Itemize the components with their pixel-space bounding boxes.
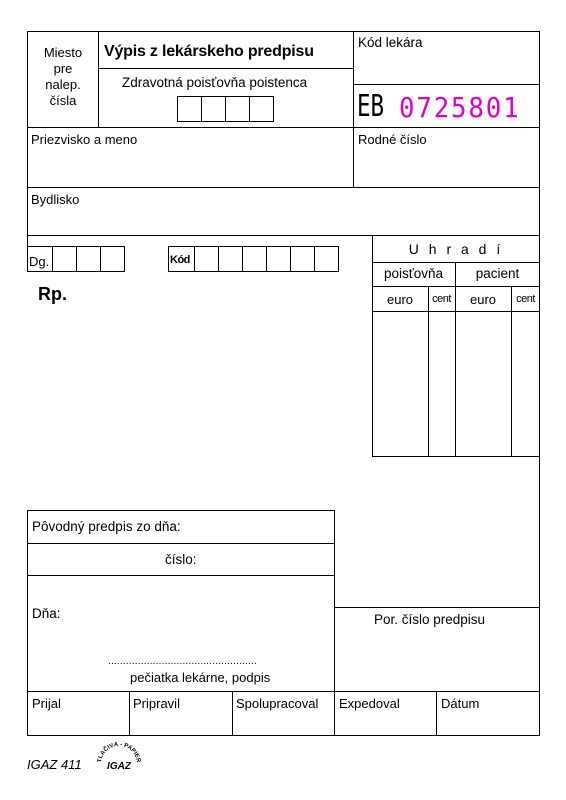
doctor-code-label: Kód lekára [358,35,423,50]
sticker-place-label: Miesto pre nalep. čísla [43,45,83,108]
form-code: IGAZ 411 [27,757,82,772]
insurer-column-header: poisťovňa [383,266,444,281]
logo-main-text: IGAZ [107,761,131,772]
drug-code-label: Kód [170,254,190,266]
prepared-by-label: Pripravil [133,696,180,711]
insurance-code-cell[interactable] [225,96,250,122]
payment-header: U h r a d í [408,241,504,257]
date-label: Dátum [441,696,480,711]
cooperated-label: Spolupracoval [236,696,319,711]
form-title: Výpis z lekárskeho predpisu [104,43,314,60]
address-section [27,187,540,236]
dispatched-label: Expedoval [339,696,400,711]
doctor-code-number: 0725801 [399,91,521,124]
insurer-euro-header: euro [386,292,414,307]
diagnosis-label: Dg. [29,254,50,269]
drug-code-cell[interactable] [218,246,243,272]
dispense-date-label: Dňa: [32,606,61,621]
diagnosis-cell[interactable] [100,246,125,272]
insurance-code-cell[interactable] [249,96,274,122]
signature-line: .................................................. [108,656,257,667]
doctor-code-prefix: EB [357,89,385,124]
drug-code-cell[interactable] [290,246,315,272]
name-label: Priezvisko a meno [31,132,138,147]
rp-label: Rp. [38,284,67,304]
drug-code-cell[interactable] [194,246,219,272]
drug-code-cell[interactable] [242,246,267,272]
stamp-signature-label: pečiatka lekárne, podpis [130,670,271,685]
insurance-code-cells[interactable] [177,96,273,122]
diagnosis-cell[interactable] [52,246,77,272]
insurance-code-cell[interactable] [177,96,202,122]
original-number-label: číslo: [165,552,197,567]
drug-code-cell[interactable] [314,246,339,272]
original-date-label: Pôvodný predpis zo dňa: [32,519,181,534]
insurer-cent-header: cent [432,293,451,305]
insurance-label: Zdravotná poisťovňa poistenca [122,75,308,90]
logo-arc-text: TLAČIVÁ - PAPIER [97,742,142,764]
patient-euro-header: euro [469,292,497,307]
diagnosis-cell[interactable] [76,246,101,272]
igaz-logo [96,742,142,774]
birth-number-label: Rodné číslo [358,132,427,147]
insurance-code-cell[interactable] [201,96,226,122]
prescription-order-label: Por. číslo predpisu [374,612,486,627]
patient-column-header: pacient [475,266,520,281]
drug-code-cells[interactable] [168,246,338,272]
address-label: Bydlisko [31,192,80,207]
patient-cent-header: cent [516,293,535,305]
drug-code-cell[interactable] [266,246,291,272]
received-by-label: Prijal [32,696,61,711]
